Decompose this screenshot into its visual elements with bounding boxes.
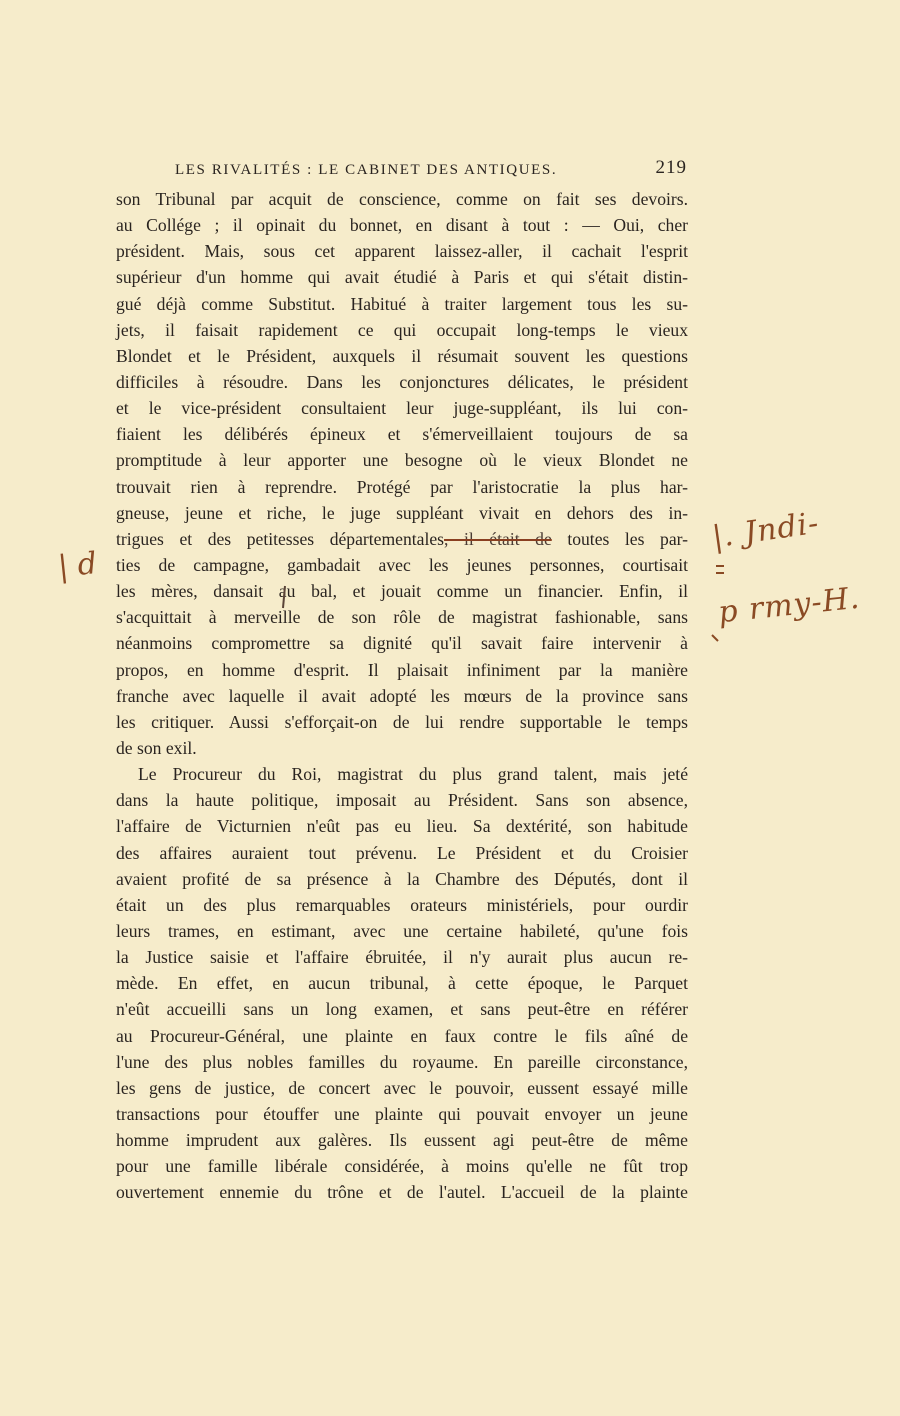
struck-text: , il était de: [444, 528, 552, 549]
text-before-strike: trigues et des petitesses départementales: [116, 528, 445, 549]
text-line: gué déjà comme Substitut. Habitué à traiter largement tous les su-: [116, 293, 688, 314]
text-line: promptitude à leur apporter une besogne où le vieux Blondet ne: [116, 450, 688, 471]
text-line: la Justice saisie et l'affaire ébruitée, il n'y aurait plus aucun re-: [116, 947, 688, 968]
text-line: supérieur d'un homme qui avait étudié à Paris et qui s'était distin-: [116, 267, 688, 288]
text-line: les critiquer. Aussi s'efforçait-on de lui rendre supportable le temps: [116, 711, 688, 732]
text-line: l'affaire de Victurnien n'eût pas eu lieu. Sa dextérité, son habitude: [116, 816, 688, 837]
left-margin-annotation: | d: [56, 546, 99, 585]
small-annotation-mark: [712, 635, 718, 641]
text-line: pour une famille libérale considérée, à moins qu'elle ne fût trop: [116, 1156, 688, 1177]
text-line: les gens de justice, de concert avec le pouvoir, eussent essayé mille: [116, 1077, 688, 1098]
equals-mark: [716, 566, 724, 573]
text-line: président. Mais, sous cet apparent laissez-aller, il cachait l'esprit: [116, 241, 688, 262]
text-line: franche avec laquelle il avait adopté les mœurs de la province sans: [116, 685, 688, 706]
text-line-paragraph-end: de son exil.: [116, 737, 197, 758]
text-line: avaient profité de sa présence à la Chambre des Députés, dont il: [116, 868, 688, 889]
text-line: difficiles à résoudre. Dans les conjonctures délicates, le président: [116, 371, 688, 392]
text-line: néanmoins compromettre sa dignité qu'il savait faire intervenir à: [116, 633, 688, 654]
right-margin-annotation-2: p rmy-H.: [716, 580, 862, 631]
text-after-strike: toutes les par-: [551, 528, 688, 549]
text-line-paragraph-start: Le Procureur du Roi, magistrat du plus grand talent, mais jeté: [138, 764, 688, 785]
text-line: fiaient les délibérés épineux et s'émerveillaient toujours de sa: [116, 424, 688, 445]
text-line: trouvait rien à reprendre. Protégé par l'aristocratie la plus har-: [116, 476, 688, 497]
insertion-caret-mark: [283, 586, 285, 608]
text-line: n'eût accueilli sans un long examen, et sans peut-être en référer: [116, 999, 688, 1020]
text-line: les mères, dansait au bal, et jouait comme un financier. Enfin, il: [116, 581, 688, 602]
text-line: mède. En effet, en aucun tribunal, à cette époque, le Parquet: [116, 973, 688, 994]
text-line: homme imprudent aux galères. Ils eussent agi peut-être de même: [116, 1130, 688, 1151]
text-line: transactions pour étouffer une plainte qui pouvait envoyer un jeune: [116, 1103, 688, 1124]
text-line: dans la haute politique, imposait au Président. Sans son absence,: [116, 790, 688, 811]
running-title: LES RIVALITÉS : LE CABINET DES ANTIQUES.: [175, 162, 558, 178]
text-line: Blondet et le Président, auxquels il résumait souvent les questions: [116, 345, 688, 366]
text-line: des affaires auraient tout prévenu. Le Président et du Croisier: [116, 842, 688, 863]
text-line: ties de campagne, gambadait avec les jeunes personnes, courtisait: [116, 554, 688, 575]
right-margin-annotation-1: |. Jndi-: [710, 505, 822, 556]
text-line: jets, il faisait rapidement ce qui occupait long-temps le vieux: [116, 319, 688, 340]
text-line: au Procureur-Général, une plainte en faux contre le fils aîné de: [116, 1025, 688, 1046]
text-line: ouvertement ennemie du trône et de l'autel. L'accueil de la plainte: [116, 1182, 688, 1203]
text-line: et le vice-président consultaient leur juge-suppléant, ils lui con-: [116, 398, 688, 419]
text-line: au Collége ; il opinait du bonnet, en disant à tout : — Oui, cher: [116, 215, 688, 236]
text-line: l'une des plus nobles familles du royaume. En pareille circonstance,: [116, 1051, 688, 1072]
text-line: gneuse, jeune et riche, le juge suppléant vivait en dehors des in-: [116, 502, 688, 523]
page-number: 219: [655, 157, 687, 178]
text-line: s'acquittait à merveille de son rôle de magistrat fashionable, sans: [116, 607, 688, 628]
text-line: son Tribunal par acquit de conscience, comme on fait ses devoirs.: [116, 189, 688, 209]
text-line: leurs trames, en estimant, avec une certaine habileté, qu'une fois: [116, 920, 688, 941]
text-line: propos, en homme d'esprit. Il plaisait infiniment par la manière: [116, 659, 688, 680]
text-line: était un des plus remarquables orateurs ministériels, pour ourdir: [116, 894, 688, 915]
